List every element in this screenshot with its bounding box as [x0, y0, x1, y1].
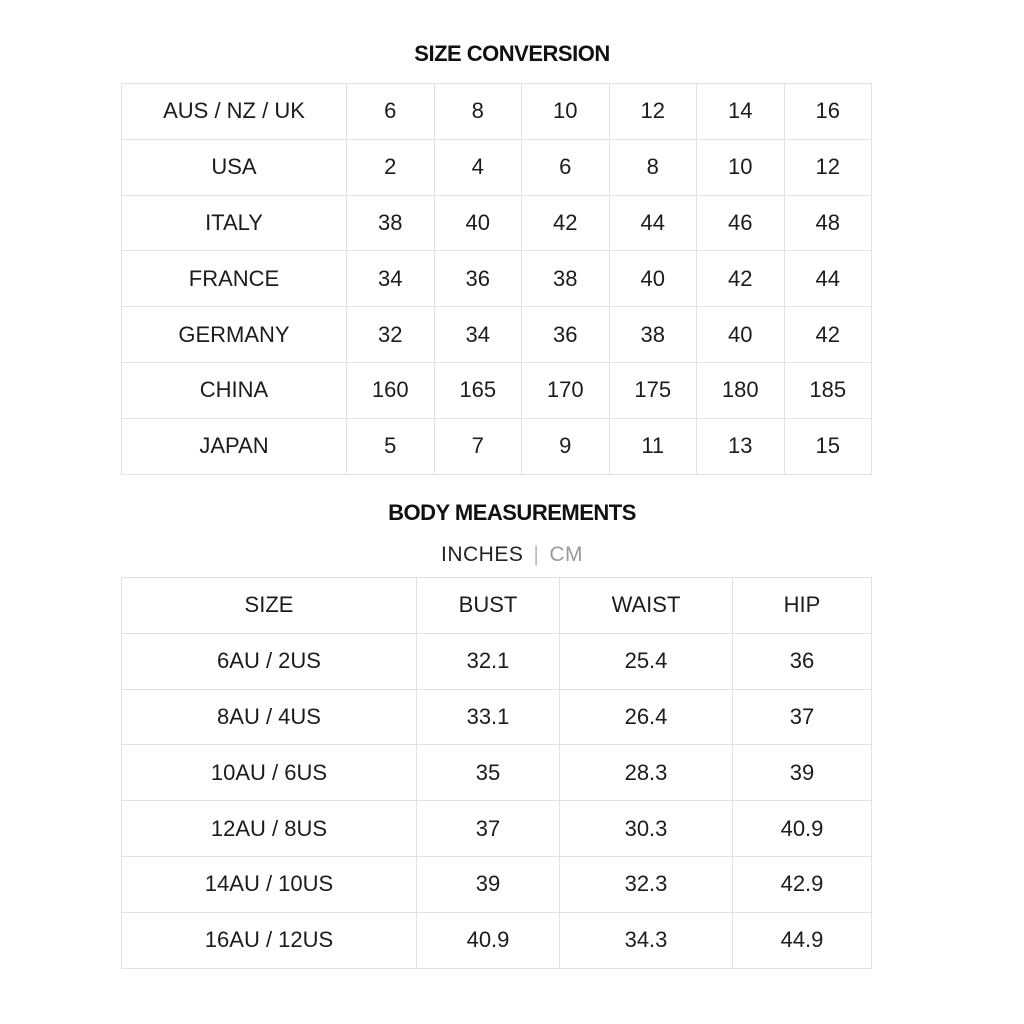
- table-row: [122, 195, 872, 251]
- size-cell: 14: [697, 84, 785, 140]
- measurement-cell: 30.3: [560, 801, 733, 857]
- size-cell: 40: [609, 251, 697, 307]
- size-cell: 8: [434, 84, 522, 140]
- size-cell: 6: [347, 84, 435, 140]
- table-row: [122, 251, 872, 307]
- region-label: CHINA: [122, 362, 347, 418]
- size-cell: 6: [522, 139, 610, 195]
- measurement-cell: 40.9: [733, 801, 872, 857]
- region-label: AUS / NZ / UK: [122, 84, 347, 140]
- size-cell: 15: [784, 418, 872, 474]
- size-cell: 4: [434, 139, 522, 195]
- measurement-cell: 36: [733, 633, 872, 689]
- region-label: FRANCE: [122, 251, 347, 307]
- size-conversion-title: SIZE CONVERSION: [414, 41, 610, 66]
- size-cell: 160: [347, 362, 435, 418]
- body-measurements-table: [121, 577, 872, 969]
- size-conversion-table: [121, 83, 872, 475]
- size-cell: 42: [784, 307, 872, 363]
- unit-cm-option[interactable]: CM: [549, 543, 583, 566]
- column-header: HIP: [733, 578, 872, 634]
- size-cell: 10: [522, 84, 610, 140]
- size-cell: 7: [434, 418, 522, 474]
- measurement-cell: 39: [733, 745, 872, 801]
- measurement-cell: 42.9: [733, 856, 872, 912]
- column-header: BUST: [417, 578, 560, 634]
- size-label: 14AU / 10US: [122, 856, 417, 912]
- region-label: JAPAN: [122, 418, 347, 474]
- size-cell: 12: [784, 139, 872, 195]
- table-row: [122, 745, 872, 801]
- measurement-cell: 32.3: [560, 856, 733, 912]
- size-cell: 42: [697, 251, 785, 307]
- size-cell: 40: [434, 195, 522, 251]
- measurement-cell: 32.1: [417, 633, 560, 689]
- table-row: [122, 307, 872, 363]
- size-cell: 13: [697, 418, 785, 474]
- table-row: [122, 912, 872, 968]
- table-row: [122, 856, 872, 912]
- size-cell: 185: [784, 362, 872, 418]
- measurement-cell: 25.4: [560, 633, 733, 689]
- size-cell: 8: [609, 139, 697, 195]
- measurement-cell: 35: [417, 745, 560, 801]
- size-cell: 36: [434, 251, 522, 307]
- size-cell: 48: [784, 195, 872, 251]
- unit-toggle: [0, 543, 1024, 567]
- body-measurements-title: BODY MEASUREMENTS: [388, 500, 636, 525]
- size-label: 16AU / 12US: [122, 912, 417, 968]
- size-cell: 10: [697, 139, 785, 195]
- size-cell: 2: [347, 139, 435, 195]
- size-cell: 38: [347, 195, 435, 251]
- size-cell: 34: [347, 251, 435, 307]
- table-header-row: [122, 578, 872, 634]
- unit-inches-option[interactable]: INCHES: [441, 543, 524, 566]
- size-cell: 38: [522, 251, 610, 307]
- size-cell: 11: [609, 418, 697, 474]
- size-cell: 12: [609, 84, 697, 140]
- size-label: 8AU / 4US: [122, 689, 417, 745]
- size-label: 6AU / 2US: [122, 633, 417, 689]
- table-row: [122, 139, 872, 195]
- size-cell: 5: [347, 418, 435, 474]
- table-row: [122, 84, 872, 140]
- table-row: [122, 362, 872, 418]
- unit-separator: |: [533, 543, 540, 566]
- measurement-cell: 39: [417, 856, 560, 912]
- measurement-cell: 33.1: [417, 689, 560, 745]
- size-cell: 16: [784, 84, 872, 140]
- size-cell: 170: [522, 362, 610, 418]
- size-cell: 32: [347, 307, 435, 363]
- table-row: [122, 689, 872, 745]
- region-label: ITALY: [122, 195, 347, 251]
- measurement-cell: 26.4: [560, 689, 733, 745]
- measurement-cell: 40.9: [417, 912, 560, 968]
- size-label: 12AU / 8US: [122, 801, 417, 857]
- size-label: 10AU / 6US: [122, 745, 417, 801]
- column-header: SIZE: [122, 578, 417, 634]
- measurement-cell: 28.3: [560, 745, 733, 801]
- size-cell: 42: [522, 195, 610, 251]
- size-cell: 40: [697, 307, 785, 363]
- region-label: GERMANY: [122, 307, 347, 363]
- column-header: WAIST: [560, 578, 733, 634]
- table-row: [122, 418, 872, 474]
- region-label: USA: [122, 139, 347, 195]
- size-cell: 44: [609, 195, 697, 251]
- table-row: [122, 633, 872, 689]
- size-cell: 165: [434, 362, 522, 418]
- size-cell: 46: [697, 195, 785, 251]
- size-cell: 175: [609, 362, 697, 418]
- size-cell: 38: [609, 307, 697, 363]
- size-cell: 44: [784, 251, 872, 307]
- measurement-cell: 37: [417, 801, 560, 857]
- measurement-cell: 37: [733, 689, 872, 745]
- size-cell: 34: [434, 307, 522, 363]
- table-row: [122, 801, 872, 857]
- size-cell: 36: [522, 307, 610, 363]
- size-cell: 9: [522, 418, 610, 474]
- measurement-cell: 34.3: [560, 912, 733, 968]
- size-cell: 180: [697, 362, 785, 418]
- measurement-cell: 44.9: [733, 912, 872, 968]
